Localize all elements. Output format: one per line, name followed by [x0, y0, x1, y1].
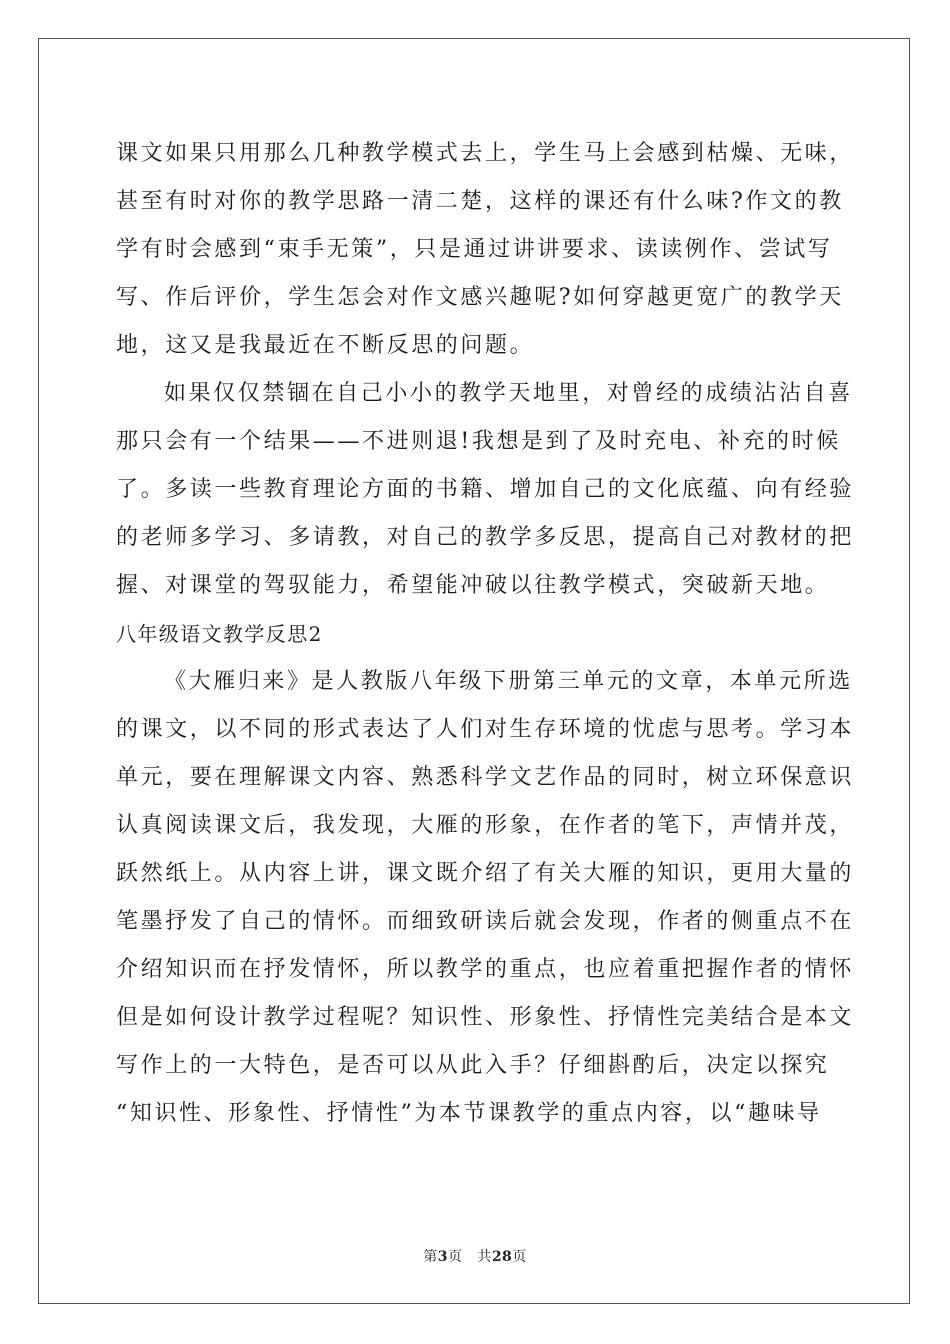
page-footer [0, 1246, 950, 1266]
text-line: 认真阅读课文后，我发现，大雁的形象，在作者的笔下，声情并茂， [116, 813, 855, 838]
text-line: 的老师多学习、多请教，对自己的教学多反思，提高自己对教材的把 [116, 525, 855, 550]
text-line: 课文如果只用那么几种教学模式去上，学生马上会感到枯燥、无味， [116, 141, 855, 166]
page-current: 3 [437, 1249, 448, 1265]
text-line: 那只会有一个结果——不进则退!我想是到了及时充电、补充的时候 [116, 429, 841, 454]
document-body [116, 130, 855, 1138]
text-line: “知识性、形象性、抒情性”为本节课教学的重点内容，以“趣味导 [116, 1101, 822, 1126]
page-suffix: 页 [447, 1249, 463, 1265]
text-line: 如果仅仅禁锢在自己小小的教学天地里，对曾经的成绩沾沾自喜 [164, 381, 853, 406]
text-line: 介绍知识而在抒发情怀，所以教学的重点，也应着重把握作者的情怀 [116, 957, 855, 982]
text-line: 握、对课堂的驾驭能力，希望能冲破以往教学模式，突破新天地。 [116, 573, 830, 598]
page-prefix: 第 [423, 1249, 438, 1265]
text-line: 了。多读一些教育理论方面的书籍、增加自己的文化底蕴、向有经验 [116, 477, 855, 502]
text-line: 写作上的一大特色，是否可以从此入手？仔细斟酌后，决定以探究 [116, 1053, 830, 1078]
text-line: 单元，要在理解课文内容、熟悉科学文艺作品的同时，树立环保意识 [116, 765, 855, 790]
text-line: 《大雁归来》是人教版八年级下册第三单元的文章，本单元所选 [164, 669, 853, 694]
text-line: 跃然纸上。从内容上讲，课文既介绍了有关大雁的知识，更用大量的 [116, 861, 855, 886]
text-line: 地，这又是我最近在不断反思的问题。 [116, 333, 535, 358]
total-suffix: 页 [512, 1249, 527, 1265]
text-line: 甚至有时对你的教学思路一清二楚，这样的课还有什么味?作文的教 [116, 189, 844, 214]
section-heading: 八年级语文教学反思2 [116, 622, 323, 646]
total-prefix: 共 [477, 1249, 492, 1265]
page-total: 28 [491, 1249, 513, 1265]
text-line: 但是如何设计教学过程呢？知识性、形象性、抒情性完美结合是本文 [116, 1005, 855, 1030]
text-line: 写、作后评价，学生怎会对作文感兴趣呢?如何穿越更宽广的教学天 [116, 285, 844, 310]
text-line: 学有时会感到“束手无策”，只是通过讲讲要求、读读例作、尝试写 [116, 237, 833, 262]
text-line: 笔墨抒发了自己的情怀。而细致研读后就会发现，作者的侧重点不在 [116, 909, 855, 934]
text-line: 的课文，以不同的形式表达了人们对生存环境的忧虑与思考。学习本 [116, 717, 855, 742]
